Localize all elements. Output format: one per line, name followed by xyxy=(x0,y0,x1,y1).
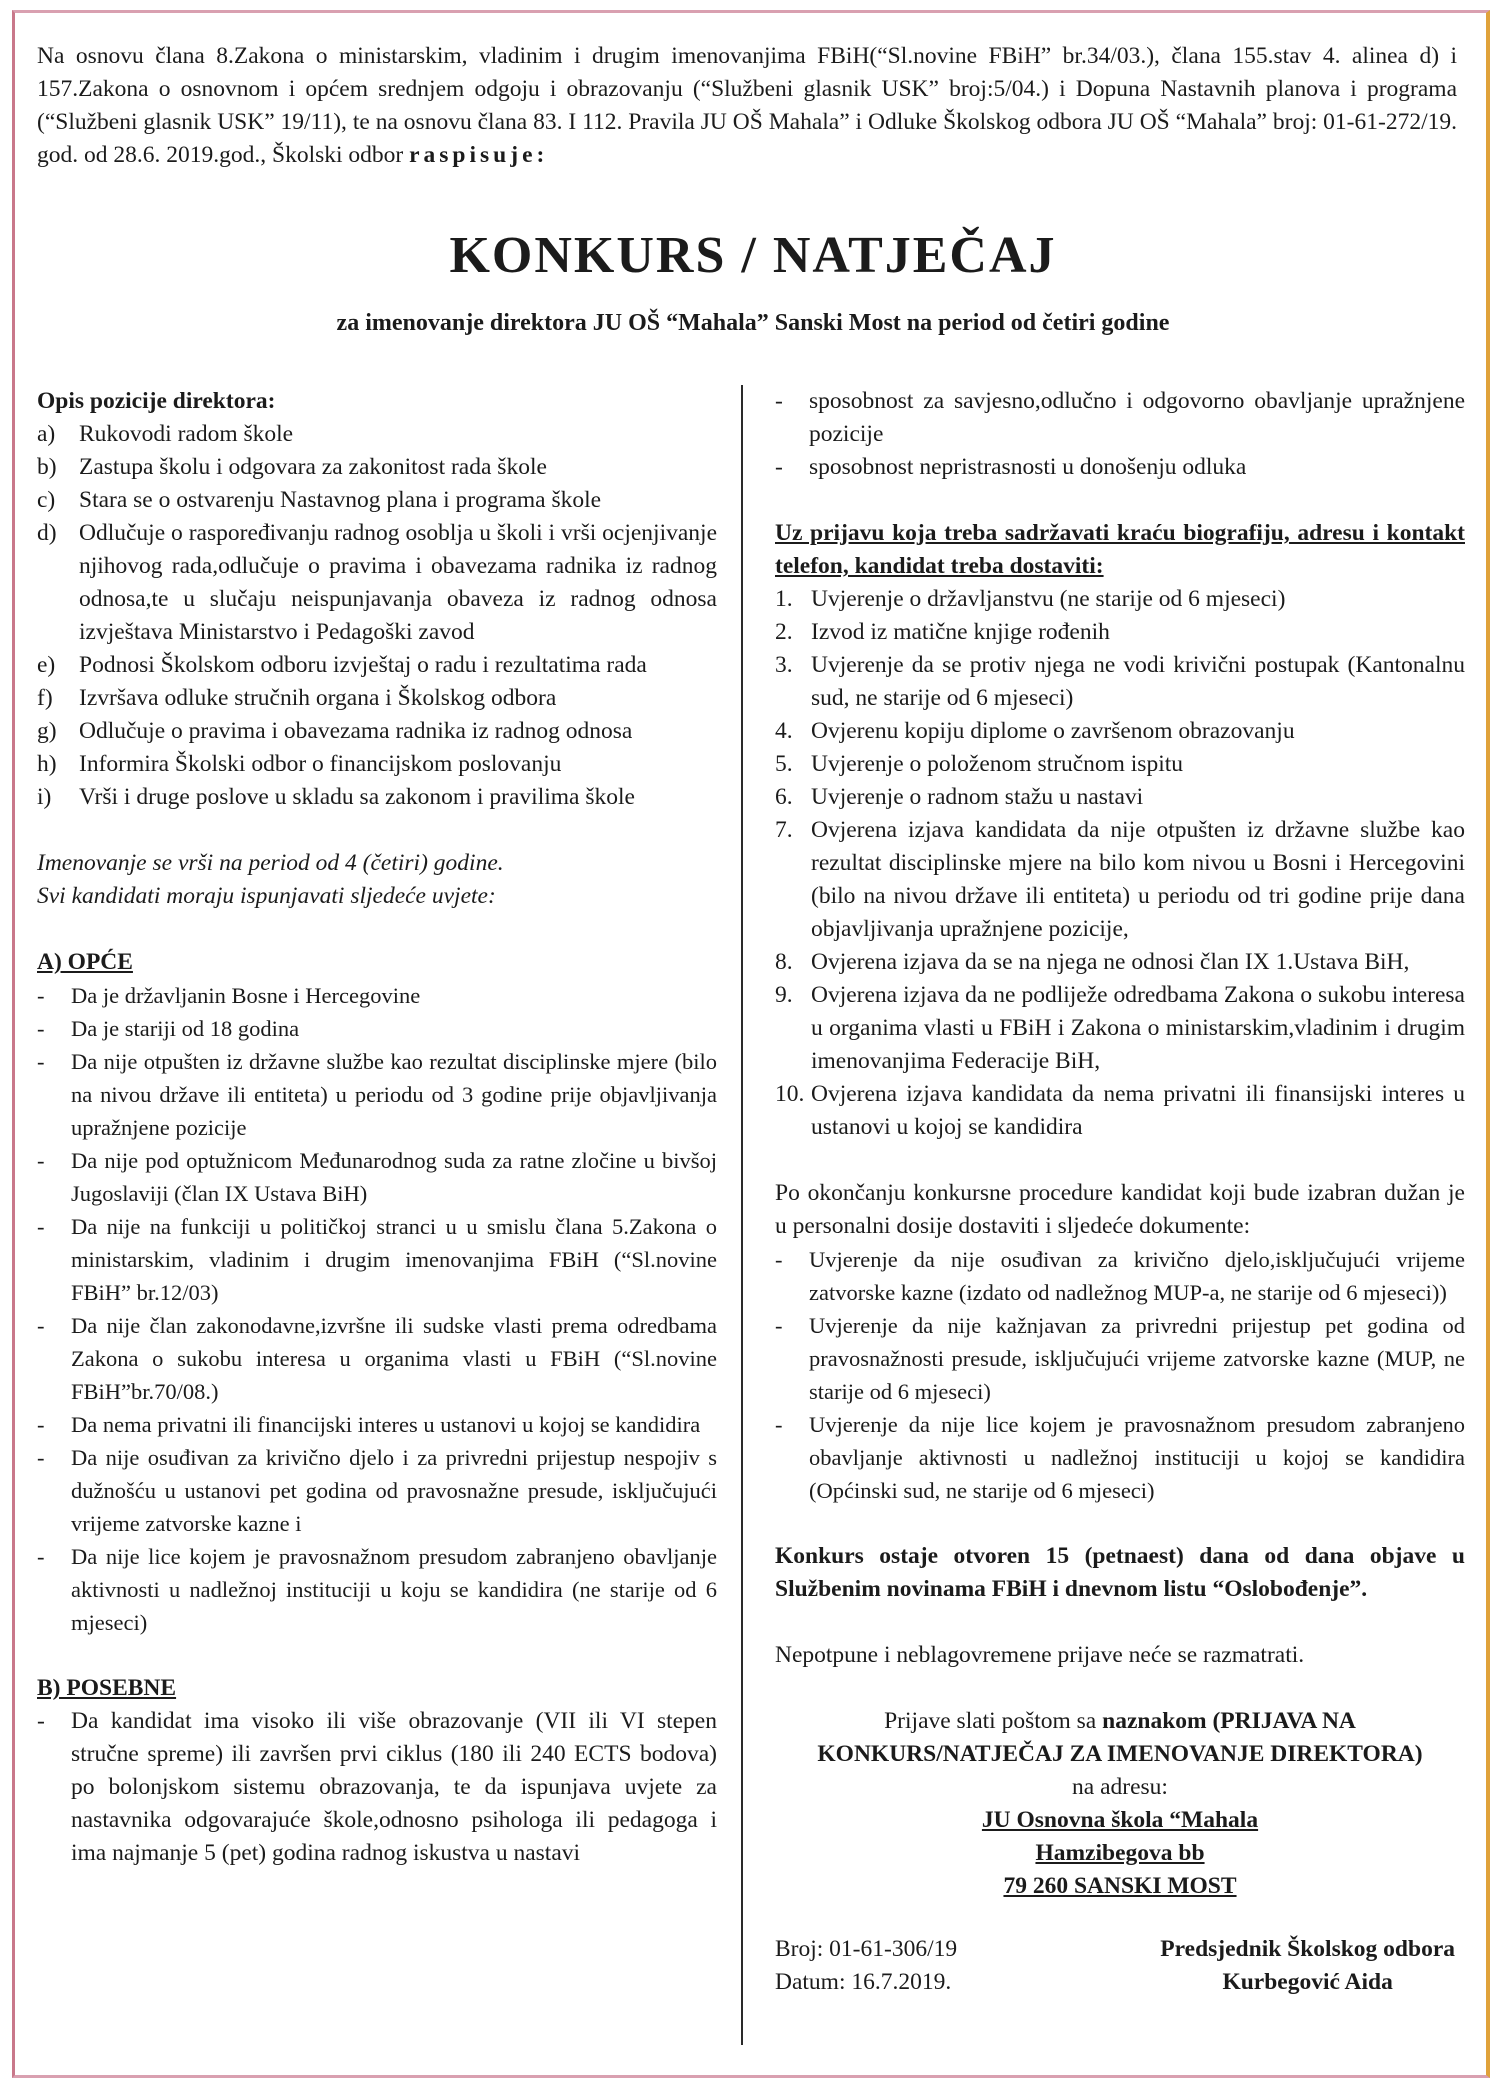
signer-title: Predsjednik Školskog odbora xyxy=(1160,1936,1455,1962)
list-marker: - xyxy=(775,454,783,480)
list-item xyxy=(37,451,717,484)
list-item-text: Uvjerenje da nije kažnjavan za privredni prijestup pet godina od pravosnažnosti presude, isključujući vrijeme zatvorske kazne (MUP, ne starije od 6 mjeseci) xyxy=(809,1313,1465,1404)
signer-name: Kurbegović Aida xyxy=(1222,1969,1393,1995)
list-marker: g) xyxy=(37,718,57,744)
list-marker: - xyxy=(37,1049,45,1074)
list-marker: - xyxy=(775,1313,783,1338)
address-label: na adresu: xyxy=(1072,1774,1168,1800)
list-item-text: sposobnost za savjesno,odlučno i odgovorno obavljanje upražnjene pozicije xyxy=(809,388,1465,447)
list-marker: - xyxy=(37,1412,45,1437)
list-marker: - xyxy=(775,388,783,414)
list-item xyxy=(37,682,717,715)
list-marker: - xyxy=(37,1708,45,1734)
list-item-text: Da nije pod optužnicom Međunarodnog suda za ratne zločine u bivšoj Jugoslaviji (član IX Ustava BiH) xyxy=(71,1148,717,1206)
list-item-text: Ovjerena izjava kandidata da nema privatni ili finansijski interes u ustanovi u kojoj se kandidira xyxy=(811,1081,1465,1140)
list-marker: - xyxy=(37,983,45,1008)
list-item-text: Izvod iz matične knjige rođenih xyxy=(811,619,1110,645)
send-instructions xyxy=(775,1705,1465,1771)
list-item-text: Uvjerenje o položenom stručnom ispitu xyxy=(811,751,1184,777)
list-marker: - xyxy=(37,1148,45,1173)
opis-heading: Opis pozicije direktora: xyxy=(37,388,276,414)
list-item-text: Stara se o ostvarenju Nastavnog plana i programa škole xyxy=(79,487,602,513)
list-item-text: Uvjerenje o radnom stažu u nastavi xyxy=(811,784,1144,810)
list-marker: 5. xyxy=(775,751,793,777)
list-item xyxy=(775,748,1465,781)
list-item-text: Podnosi Školskom odboru izvještaj o radu i rezultatima rada xyxy=(79,652,647,678)
list-item-text: Da nije na funkciji u političkoj stranci u u smislu člana 5.Zakona o ministarskim, vladinim i drugim imenovanjima FBiH (“Sl.novine FBiH” br.12/03) xyxy=(71,1214,717,1305)
left-column xyxy=(37,385,717,1870)
intro-text: Na osnovu člana 8.Zakona o ministarskim, vladinim i drugim imenovanjima FBiH(“Sl.novine FBiH” br.34/03.), člana 155.stav 4. alinea d) i 157.Zakona o osnovnom i općem srednjem odgoju i obrazovanju (“Službeni glasnik USK” broj:5/04.) i Dopuna Nastavnih planova i programa (“Službeni glasnik USK” 19/11), te na osnovu člana 83. I 112. Pravila JU OŠ Mahala” i Odluke Školskog odbora JU OŠ “Mahala” broj: 01-61-272/19. god. od 28.6. 2019.god., Školski odbor xyxy=(37,43,1457,168)
list-item xyxy=(37,1540,717,1639)
list-item xyxy=(775,715,1465,748)
address-block xyxy=(775,1804,1465,1903)
list-marker: h) xyxy=(37,751,57,777)
list-item-text: Ovjerena izjava kandidata da nije otpušten iz državne službe kao rezultat disciplinske mjere na bilo kom nivou u Bosni i Hercegovini (bilo na nivou države ili entiteta) u periodu od tri godine prije dana objavljivanja upražnjene pozicije, xyxy=(811,817,1465,942)
column-divider xyxy=(741,385,743,2045)
list-item xyxy=(37,1441,717,1540)
list-marker: 10. xyxy=(775,1081,805,1107)
list-marker: 4. xyxy=(775,718,793,744)
list-item xyxy=(775,649,1465,715)
opce-heading: A) OPĆE xyxy=(37,949,133,975)
list-item-text: Da nije otpušten iz državne službe kao rezultat disciplinske mjere (bilo na nivou države ili entiteta) u periodu od 3 godine prije objavljivanja upražnjene pozicije xyxy=(71,1049,717,1140)
list-item-text: Da nema privatni ili financijski interes u ustanovi u kojoj se kandidira xyxy=(71,1412,701,1437)
list-item xyxy=(37,748,717,781)
list-marker: e) xyxy=(37,652,56,678)
opis-list xyxy=(37,418,717,814)
address-line: Hamzibegova bb xyxy=(1035,1840,1205,1866)
list-item-text: Da je stariji od 18 godina xyxy=(71,1016,300,1041)
list-item-text: Rukovodi radom škole xyxy=(79,421,294,447)
list-item-text: Informira Školski odbor o financijskom poslovanju xyxy=(79,751,562,777)
list-item xyxy=(775,814,1465,946)
list-marker: a) xyxy=(37,421,56,447)
list-item xyxy=(775,1078,1465,1144)
datum-line: Datum: 16.7.2019. xyxy=(775,1969,952,1995)
posebne-heading: B) POSEBNE xyxy=(37,1675,177,1701)
period-line-2: Svi kandidati moraju ispunjavati sljedeće uvjete: xyxy=(37,883,496,909)
list-item-text: sposobnost nepristrasnosti u donošenju odluka xyxy=(809,454,1247,480)
list-marker: f) xyxy=(37,685,53,711)
list-marker: 7. xyxy=(775,817,793,843)
list-item xyxy=(775,979,1465,1078)
list-marker: b) xyxy=(37,454,57,480)
signature-block xyxy=(775,1933,1465,1999)
list-item-text: Uvjerenje da nije osuđivan za krivično djelo,isključujući vrijeme zatvorske kazne (izdato od nadležnog MUP-a, ne starije od 6 mjeseci)) xyxy=(809,1247,1465,1305)
list-marker: - xyxy=(37,1313,45,1338)
address-line: JU Osnovna škola “Mahala xyxy=(981,1807,1259,1833)
list-item xyxy=(37,1705,717,1870)
posebne-list xyxy=(37,1705,717,1870)
list-item xyxy=(775,946,1465,979)
list-item xyxy=(37,649,717,682)
list-item xyxy=(775,583,1465,616)
list-item xyxy=(37,1012,717,1045)
list-marker: d) xyxy=(37,520,57,546)
broj-line: Broj: 01-61-306/19 xyxy=(775,1936,958,1962)
list-item xyxy=(37,1309,717,1408)
list-item-text: Vrši i druge poslove u skladu sa zakonom i pravilima škole xyxy=(79,784,635,810)
list-marker: 8. xyxy=(775,949,793,975)
period-line-1: Imenovanje se vrši na period od 4 (četiri) godine. xyxy=(37,850,504,876)
list-marker: - xyxy=(775,1247,783,1272)
list-marker: - xyxy=(37,1544,45,1569)
list-item-text: Odlučuje o pravima i obavezama radnika iz radnog odnosa xyxy=(79,718,633,744)
right-column xyxy=(775,385,1465,1999)
list-item xyxy=(775,385,1465,451)
page-title: KONKURS / NATJEČAJ xyxy=(449,227,1057,284)
list-marker: - xyxy=(775,1412,783,1437)
list-item xyxy=(37,517,717,649)
list-item xyxy=(37,484,717,517)
list-item xyxy=(775,781,1465,814)
list-item xyxy=(37,1144,717,1210)
list-item-text: Uvjerenje o državljanstvu (ne starije od 6 mjeseci) xyxy=(811,586,1286,612)
after-list xyxy=(775,1243,1465,1507)
send-bold: naznakom (PRIJAVA NA KONKURS/NATJEČAJ ZA IMENOVANJE DIREKTORA) xyxy=(817,1708,1423,1767)
list-item xyxy=(775,451,1465,484)
list-item-text: Da nije član zakonodavne,izvršne ili sudske vlasti prema odredbama Zakona o sukobu interesa u organima vlasti u FBiH (“Sl.novine FBiH”br.70/08.) xyxy=(71,1313,717,1404)
intro-verb: raspisuje: xyxy=(409,142,549,168)
opce-list xyxy=(37,979,717,1639)
list-item-text: Da nije osuđivan za krivično djelo i za privredni prijestup nespojiv s dužnošću u ustanovi pet godina od pravosnažne presude, isključujući vrijeme zatvorske kazne i xyxy=(71,1445,717,1536)
list-marker: - xyxy=(37,1016,45,1041)
intro-paragraph xyxy=(37,40,1457,172)
list-item xyxy=(37,1408,717,1441)
list-marker: 1. xyxy=(775,586,793,612)
list-marker: c) xyxy=(37,487,56,513)
list-item xyxy=(37,1210,717,1309)
list-item-text: Izvršava odluke stručnih organa i Školskog odbora xyxy=(79,685,557,711)
list-item xyxy=(37,418,717,451)
list-item-text: Zastupa školu i odgovara za zakonitost rada škole xyxy=(79,454,547,480)
incomplete-notice: Nepotpune i neblagovremene prijave neće se razmatrati. xyxy=(775,1642,1305,1668)
list-marker: 3. xyxy=(775,652,793,678)
list-item xyxy=(775,1243,1465,1309)
list-item xyxy=(775,1309,1465,1408)
list-item-text: Uvjerenje da nije lice kojem je pravosnažnom presudom zabranjeno obavljanje aktivnosti u nadležnoj instituciji u kojoj se kandidira (Općinski sud, ne starije od 6 mjeseci) xyxy=(809,1412,1465,1503)
list-marker: 9. xyxy=(775,982,793,1008)
list-item xyxy=(37,979,717,1012)
page-subtitle: za imenovanje direktora JU OŠ “Mahala” Sanski Most na period od četiri godine xyxy=(336,310,1170,336)
list-marker: 6. xyxy=(775,784,793,810)
list-item-text: Ovjerena izjava da ne podliježe odredbama Zakona o sukobu interesa u organima vlasti u FBiH i Zakona o ministarskim,vladinim i drugim imenovanjima Federacije BiH, xyxy=(811,982,1465,1074)
address-line: 79 260 SANSKI MOST xyxy=(1003,1873,1237,1899)
list-item-text: Odlučuje o raspoređivanju radnog osoblja u školi i vrši ocjenjivanje njihovog rada,odlučuje o pravima i obavezama radnika iz radnog odnosa,te u slučaju neispunjavanja obaveza iz radnog odnosa izvještava Ministarstvo i Pedagoški zavod xyxy=(79,520,717,645)
documents-heading: Uz prijavu koja treba sadržavati kraću biografiju, adresu i kontakt telefon, kandidat treba dostaviti: xyxy=(775,520,1465,579)
list-item-text: Uvjerenje da se protiv njega ne vodi krivični postupak (Kantonalnu sud, ne starije od 6 mjeseci) xyxy=(811,652,1465,711)
list-marker: i) xyxy=(37,784,52,810)
list-item-text: Da je državljanin Bosne i Hercegovine xyxy=(71,983,421,1008)
after-intro: Po okončanju konkursne procedure kandidat koji bude izabran dužan je u personalni dosije dostaviti i sljedeće dokumente: xyxy=(775,1180,1465,1239)
list-item xyxy=(775,1408,1465,1507)
continued-list xyxy=(775,385,1465,484)
list-item xyxy=(37,1045,717,1144)
documents-list xyxy=(775,583,1465,1144)
list-item-text: Ovjerena izjava da se na njega ne odnosi član IX 1.Ustava BiH, xyxy=(811,949,1410,975)
list-marker: - xyxy=(37,1214,45,1239)
send-prefix: Prijave slati poštom sa xyxy=(884,1708,1097,1734)
list-item xyxy=(37,715,717,748)
list-marker: 2. xyxy=(775,619,793,645)
open-notice: Konkurs ostaje otvoren 15 (petnaest) dana od dana objave u Službenim novinama FBiH i dnevnom listu “Oslobođenje”. xyxy=(775,1543,1465,1602)
list-marker: - xyxy=(37,1445,45,1470)
list-item xyxy=(37,781,717,814)
list-item-text: Da nije lice kojem je pravosnažnom presudom zabranjeno obavljanje aktivnosti u nadležnoj instituciji u koju se kandidira (ne starije od 6 mjeseci) xyxy=(71,1544,717,1635)
list-item xyxy=(775,616,1465,649)
list-item-text: Ovjerenu kopiju diplome o završenom obrazovanju xyxy=(811,718,1295,744)
list-item-text: Da kandidat ima visoko ili više obrazovanje (VII ili VI stepen stručne spreme) ili završen prvi ciklus (180 ili 240 ECTS bodova) po bolonjskom sistemu obrazovanja, te da ispunjava uvjete za nastavnika odgovarajuće škole,odnosno psihologa ili pedagoga i ima najmanje 5 (pet) godina radnog iskustva u nastavi xyxy=(71,1708,717,1866)
